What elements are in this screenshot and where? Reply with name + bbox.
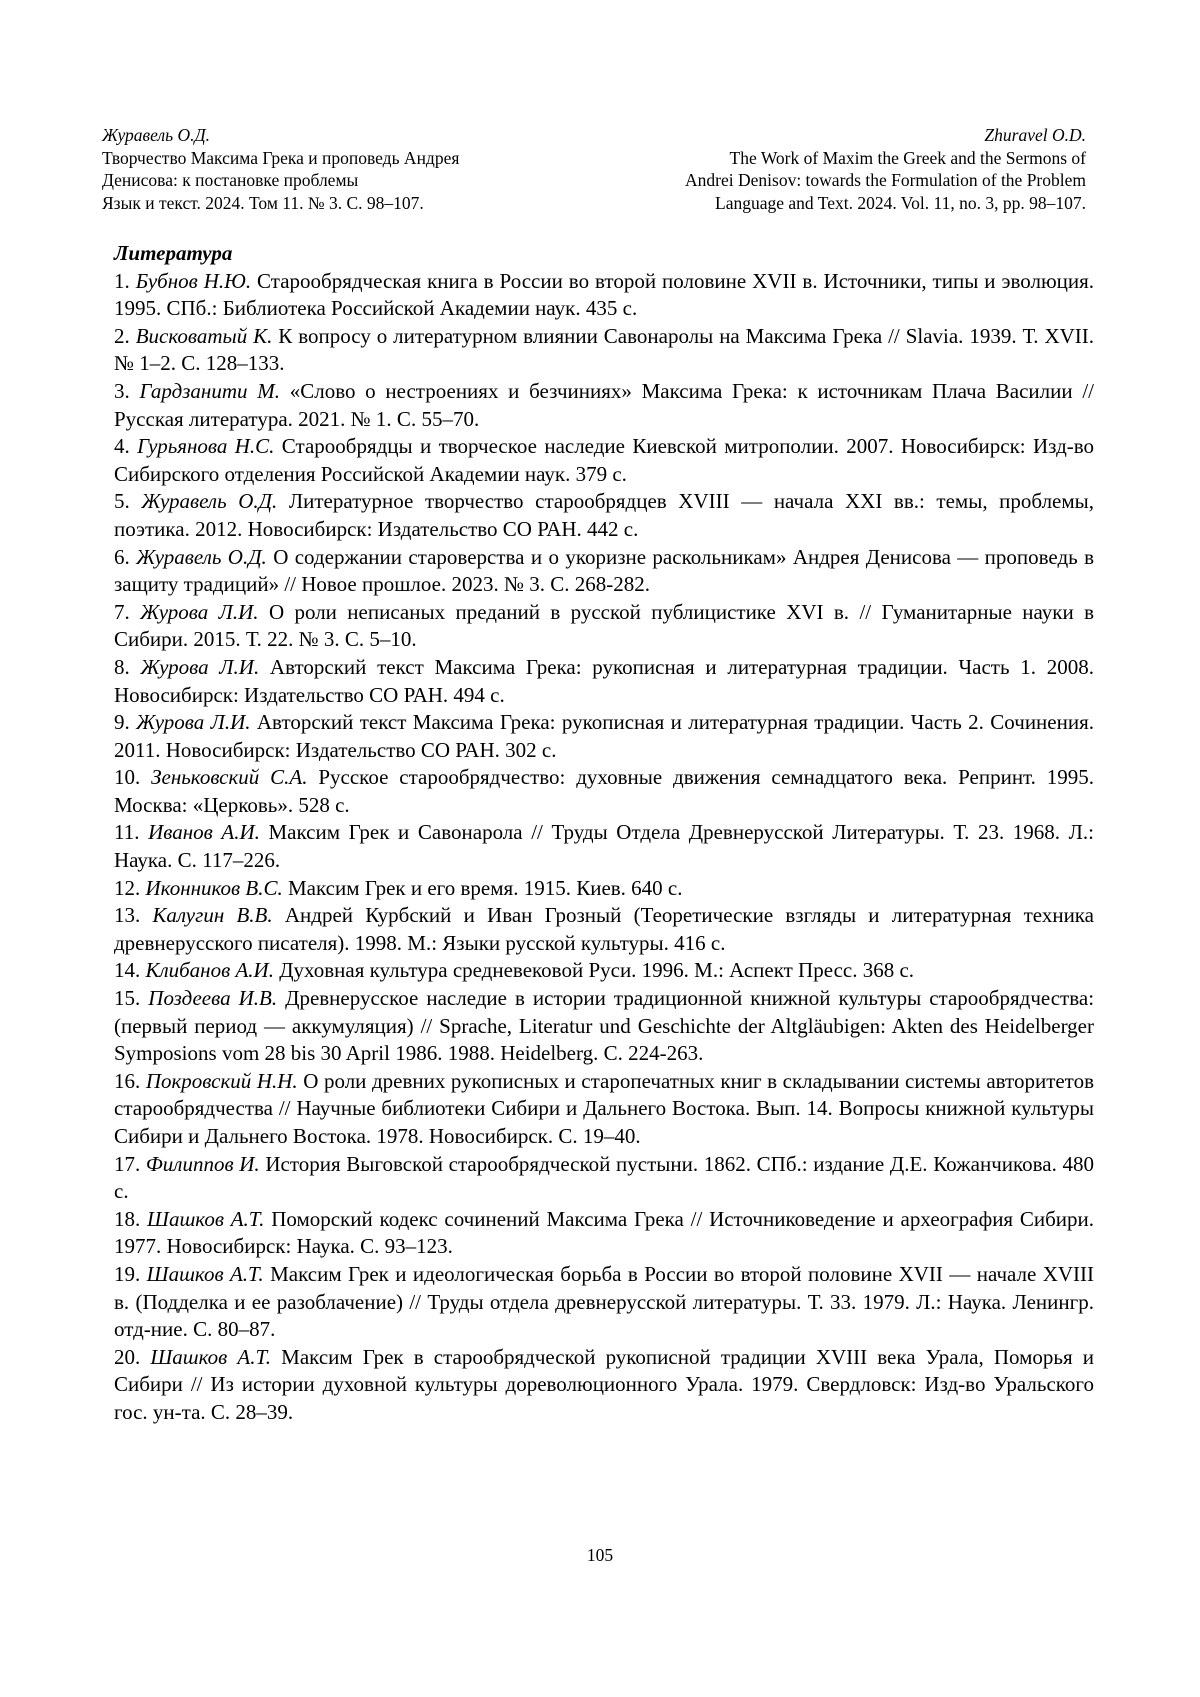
- reference-number: 14.: [114, 958, 141, 983]
- header-english: [586, 124, 1086, 214]
- reference-number: 12.: [114, 875, 141, 900]
- header-title-ru-line1: Творчество Максима Грека и проповедь Андрея: [102, 147, 460, 168]
- reference-author: Висковатый К.: [135, 323, 273, 348]
- reference-item: [114, 378, 1094, 433]
- reference-item: [114, 985, 1094, 1068]
- reference-text: Максим Грек в старообрядческой рукописной традиции XVIII века Урала, Поморья и Сибири // Из истории духовной культуры дореволюционного Урала. 1979. Свердловск: Изд-во Уральского гос. ун-та. С. 28–39.: [114, 1344, 1094, 1424]
- header-russian: [102, 124, 602, 214]
- reference-item: [114, 957, 1094, 985]
- reference-author: Клибанов А.И.: [145, 958, 274, 983]
- reference-item: [114, 1068, 1094, 1151]
- reference-author: Шашков А.Т.: [146, 1261, 264, 1286]
- reference-text: О роли древних рукописных и старопечатных книг в складывании системы авторитетов старообрядчества // Научные библиотеки Сибири и Дальнего Востока. Вып. 14. Вопросы книжной культуры Сибири и Дальнего Востока. 1978. Новосибирск. С. 19–40.: [114, 1068, 1095, 1148]
- reference-number: 13.: [114, 903, 141, 928]
- reference-text: О содержании староверства и о укоризне раскольникам» Андрея Денисова — проповедь в защиту традиций» // Новое прошлое. 2023. № 3. С. 268-282.: [114, 544, 1095, 597]
- references-heading: Литература: [114, 241, 233, 265]
- reference-item: [114, 709, 1094, 764]
- reference-number: 9.: [114, 710, 130, 735]
- reference-number: 10.: [114, 765, 141, 790]
- reference-number: 5.: [114, 489, 130, 514]
- reference-item: [114, 433, 1094, 488]
- reference-text: К вопросу о литературном влиянии Савонаролы на Максима Грека // Slavia. 1939. Т. XVII. № 1–2. С. 128–133.: [114, 323, 1095, 376]
- reference-text: Авторский текст Максима Грека: рукописная и литературная традиции. Часть 2. Сочинения. 2011. Новосибирск: Издательство СО РАН. 302 с.: [114, 710, 1094, 762]
- page-number: 105: [586, 1545, 614, 1565]
- reference-item: [114, 902, 1094, 957]
- reference-author: Калугин В.В.: [152, 903, 273, 928]
- reference-author: Иконников В.С.: [145, 875, 283, 900]
- reference-number: 6.: [114, 544, 130, 569]
- reference-text: Максим Грек и Савонарола // Труды Отдела Древнерусской Литературы. Т. 23. 1968. Л.: Наука. С. 117–226.: [114, 820, 1094, 873]
- reference-item: [114, 764, 1094, 819]
- reference-author: Зеньковский С.А.: [151, 765, 308, 790]
- reference-item: [114, 1261, 1094, 1344]
- header-author-en: Zhuravel O.D.: [984, 125, 1086, 145]
- header-citation-ru: Язык и текст. 2024. Том 11. № 3. С. 98–107.: [102, 192, 424, 213]
- reference-author: Иванов А.И.: [148, 820, 260, 845]
- references-list: [114, 268, 1094, 1427]
- reference-item: [114, 1344, 1094, 1427]
- header-author-ru: Журавель О.Д.: [102, 125, 210, 145]
- reference-author: Шашков А.Т.: [150, 1344, 272, 1369]
- reference-number: 2.: [114, 323, 130, 348]
- reference-item: [114, 1151, 1094, 1206]
- reference-text: Максим Грек и его время. 1915. Киев. 640 с.: [288, 875, 683, 900]
- reference-number: 16.: [114, 1068, 141, 1093]
- reference-item: [114, 544, 1094, 599]
- reference-author: Гардзанити М.: [139, 378, 280, 403]
- reference-number: 20.: [114, 1344, 141, 1369]
- reference-item: [114, 488, 1094, 543]
- header-citation-en: Language and Text. 2024. Vol. 11, no. 3, pp. 98–107.: [715, 192, 1086, 213]
- reference-author: Журова Л.И.: [140, 654, 260, 679]
- reference-number: 8.: [114, 654, 130, 679]
- reference-number: 19.: [114, 1261, 141, 1286]
- reference-number: 15.: [114, 986, 141, 1011]
- reference-author: Журова Л.И.: [140, 599, 259, 624]
- header-title-ru-line2: Денисова: к постановке проблемы: [102, 170, 359, 190]
- reference-author: Филиппов И.: [145, 1151, 260, 1176]
- reference-number: 17.: [114, 1151, 141, 1176]
- reference-author: Шашков А.Т.: [147, 1206, 265, 1231]
- header-title-en-line2: Andrei Denisov: towards the Formulation of the Problem: [685, 170, 1086, 190]
- reference-text: О роли неписаных преданий в русской публицистике XVI в. // Гуманитарные науки в Сибири. 2015. Т. 22. № 3. С. 5–10.: [114, 599, 1095, 652]
- reference-number: 7.: [114, 599, 130, 624]
- reference-text: Русское старообрядчество: духовные движения семнадцатого века. Репринт. 1995. Москва: «Церковь». 528 с.: [114, 765, 1095, 817]
- reference-item: [114, 875, 1094, 903]
- reference-text: Духовная культура средневековой Руси. 1996. М.: Аспект Пресс. 368 с.: [279, 958, 915, 983]
- reference-number: 1.: [114, 268, 130, 293]
- reference-text: История Выговской старообрядческой пустыни. 1862. СПб.: издание Д.Е. Кожанчикова. 480 с.: [114, 1151, 1095, 1204]
- reference-item: [114, 1206, 1094, 1261]
- reference-text: Литературное творчество старообрядцев XVIII — начала XXI вв.: темы, проблемы, поэтика. 2012. Новосибирск: Издательство СО РАН. 442 с.: [114, 489, 1095, 541]
- reference-text: Авторский текст Максима Грека: рукописная и литературная традиции. Часть 1. 2008. Новосибирск: Издательство СО РАН. 494 с.: [114, 654, 1094, 707]
- reference-text: Старообрядцы и творческое наследие Киевской митрополии. 2007. Новосибирск: Изд-во Сибирского отделения Российской Академии наук. 379 с.: [114, 434, 1095, 486]
- reference-number: 3.: [114, 378, 130, 403]
- reference-author: Бубнов Н.Ю.: [135, 268, 252, 293]
- reference-text: Старообрядческая книга в России во второй половине XVII в. Источники, типы и эволюция. 1995. СПб.: Библиотека Российской Академии наук. 435 с.: [114, 268, 1095, 321]
- reference-text: Андрей Курбский и Иван Грозный (Теоретические взгляды и литературная техника древнерусского писателя). 1998. М.: Языки русской культуры. 416 с.: [114, 903, 1095, 955]
- reference-text: Древнерусское наследие в истории традиционной книжной культуры старообрядчества: (первый период — аккумуляция) // Sprache, Literatur und Geschichte der Altgläubigen: Akten des Heidelberger Symposions vom 28 bis 30 April 1986. 1988. Heidelberg. С. 224-263.: [114, 986, 1095, 1066]
- reference-item: [114, 268, 1094, 323]
- reference-number: 4.: [114, 434, 130, 459]
- reference-text: «Слово о нестроениях и безчиниях» Максима Грека: к источникам Плача Василии // Русская литература. 2021. № 1. С. 55–70.: [114, 378, 1094, 431]
- reference-item: [114, 599, 1094, 654]
- reference-item: [114, 654, 1094, 709]
- reference-author: Журавель О.Д.: [136, 544, 267, 569]
- references-section: [114, 240, 1094, 1427]
- reference-author: Гурьянова Н.С.: [137, 434, 275, 459]
- reference-text: Максим Грек и идеологическая борьба в России во второй половине XVII — начале XVIII в. (Подделка и ее разоблачение) // Труды отдела древнерусской литературы. Т. 33. 1979. Л.: Наука. Ленингр. отд-ние. С. 80–87.: [114, 1261, 1095, 1342]
- reference-number: 18.: [114, 1206, 141, 1231]
- reference-item: [114, 323, 1094, 378]
- reference-item: [114, 819, 1094, 874]
- reference-author: Поздеева И.В.: [148, 986, 278, 1011]
- reference-number: 11.: [114, 820, 140, 845]
- reference-author: Журавель О.Д.: [141, 489, 278, 514]
- reference-text: Поморский кодекс сочинений Максима Грека // Источниковедение и археография Сибири. 1977. Новосибирск: Наука. С. 93–123.: [114, 1206, 1095, 1259]
- header-title-en-line1: The Work of Maxim the Greek and the Sermons of: [729, 147, 1086, 168]
- reference-author: Журова Л.И.: [136, 710, 251, 735]
- reference-author: Покровский Н.Н.: [145, 1068, 298, 1093]
